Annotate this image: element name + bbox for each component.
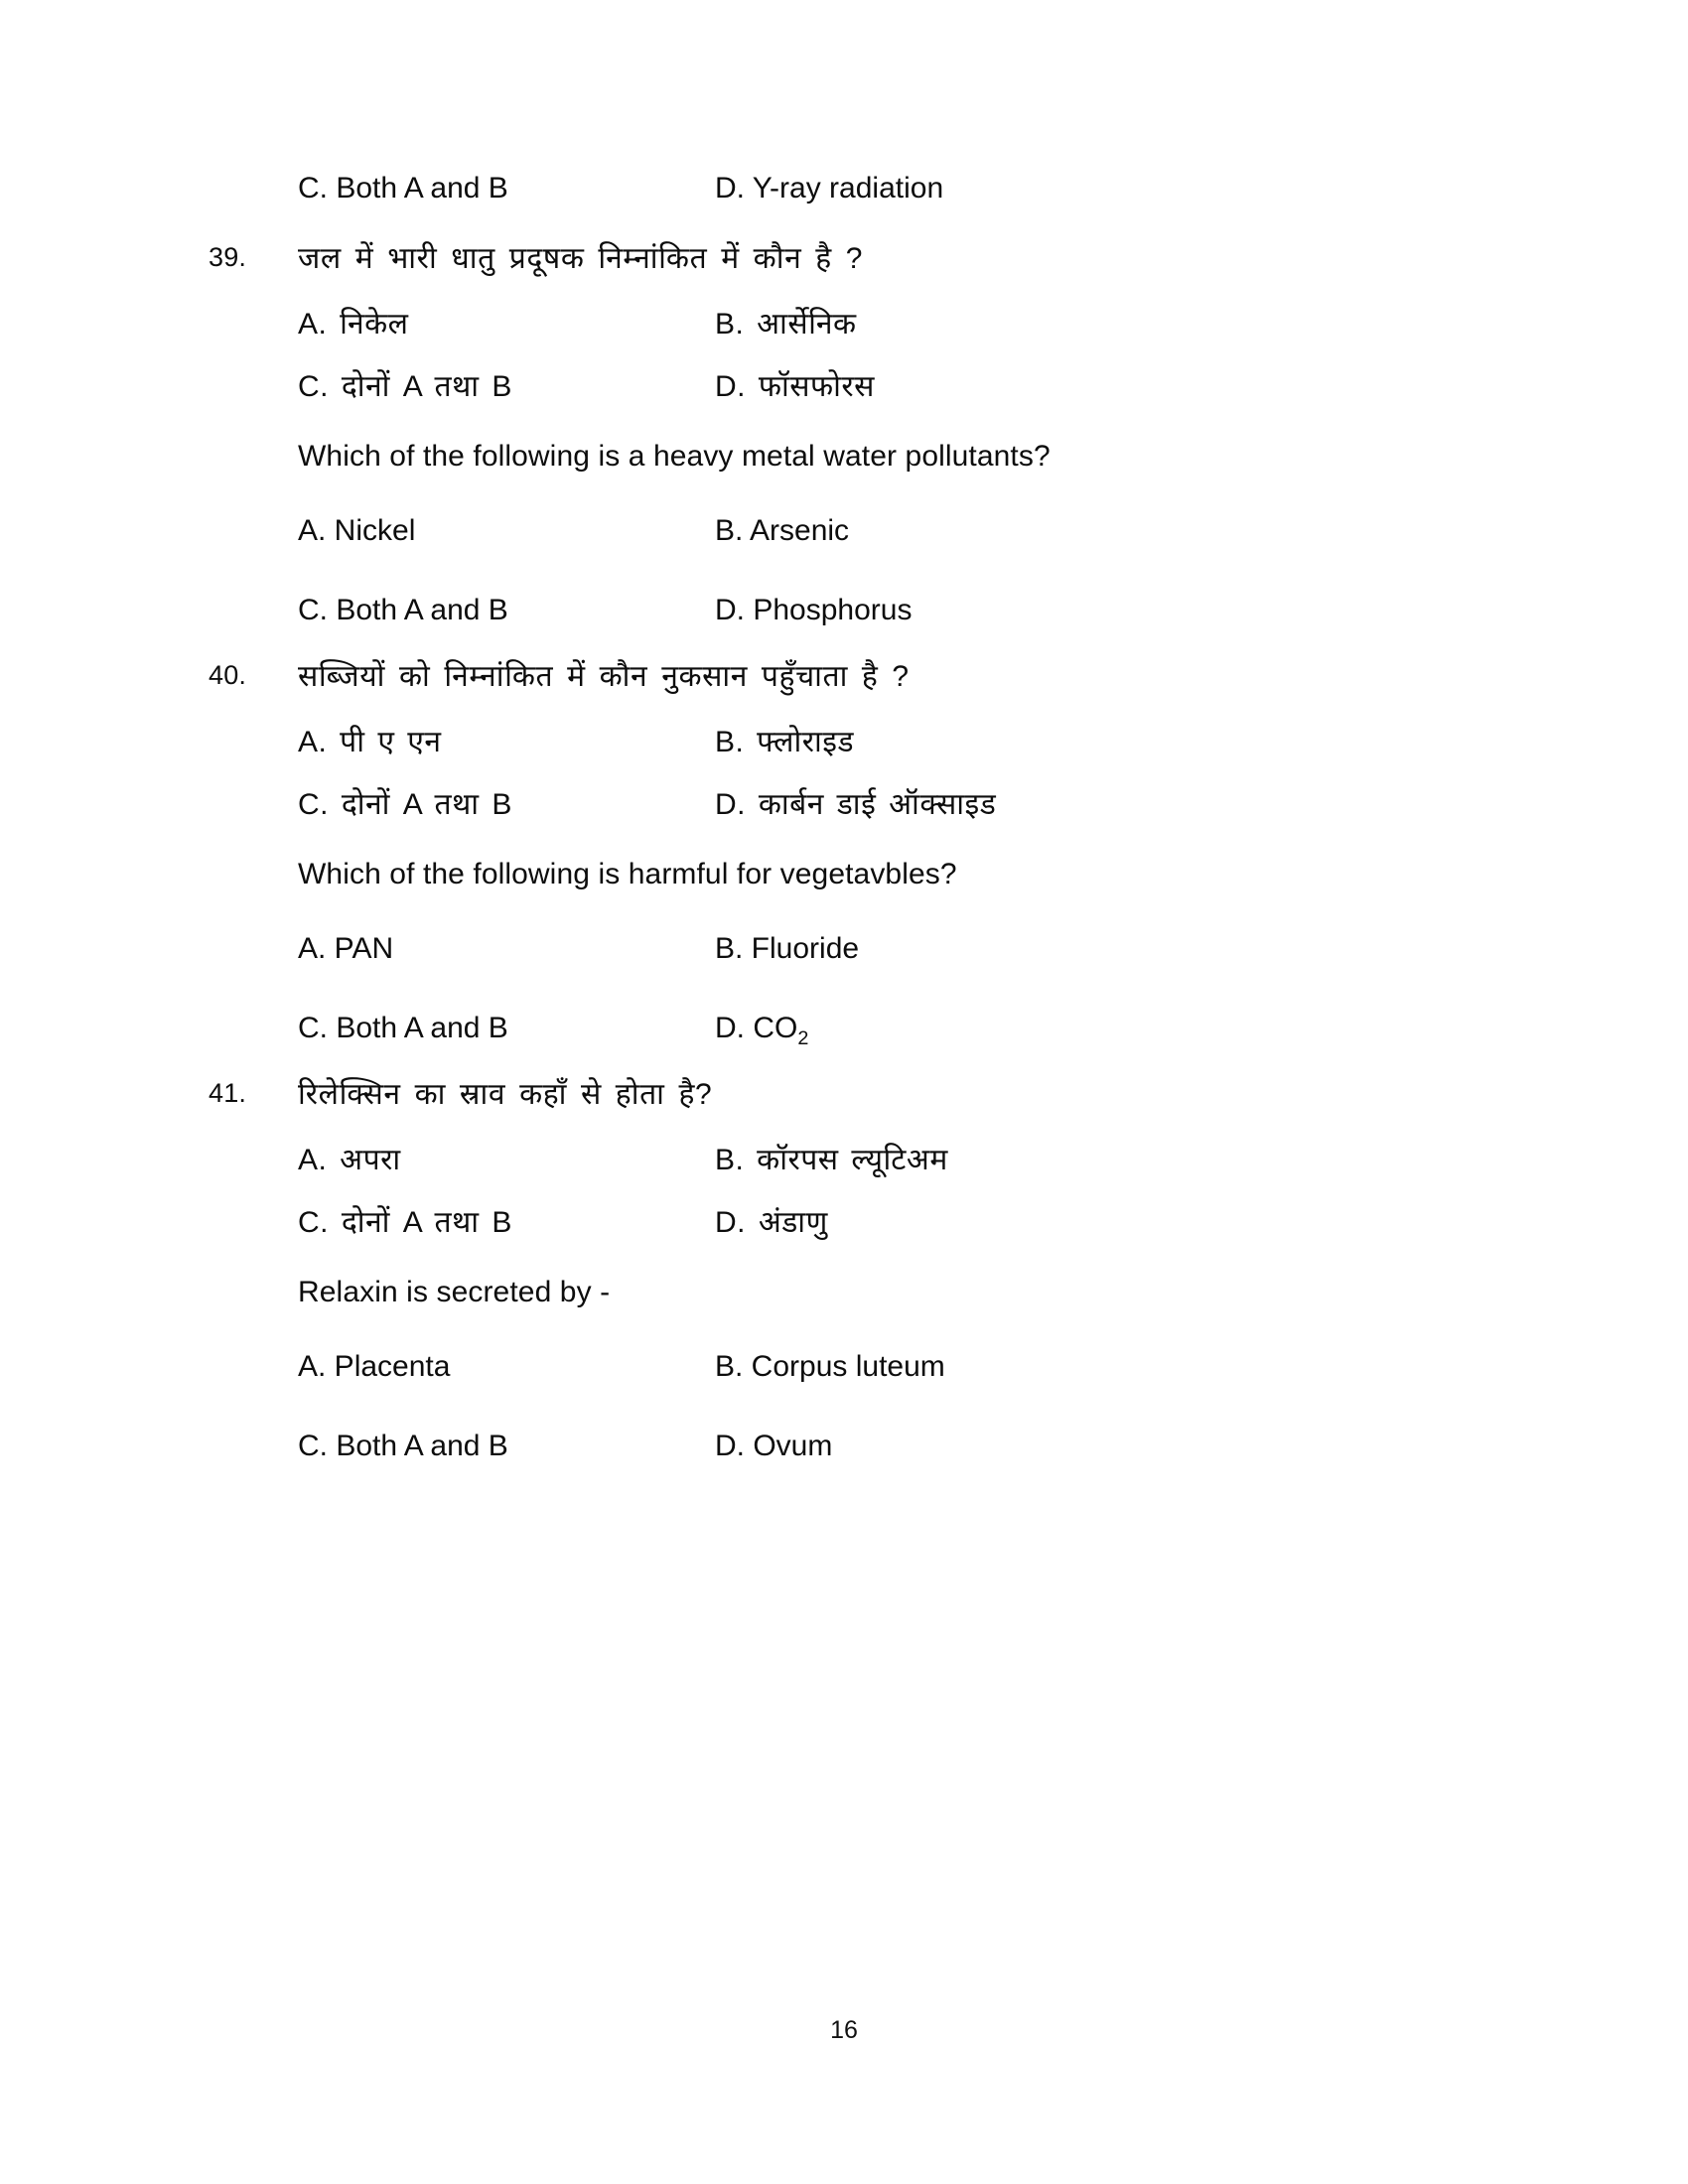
question-40	[209, 657, 1390, 1049]
question-41-english-options-cd	[298, 1427, 1390, 1467]
question-41-english-option-b: B. Corpus luteum	[715, 1349, 945, 1383]
question-39-english-option-a: A. Nickel	[298, 513, 416, 547]
question-39-hindi-options-ab	[298, 305, 1390, 345]
question-41-english-option-d: D. Ovum	[715, 1430, 833, 1462]
question-39-english-option-d: D. Phosphorus	[715, 594, 913, 626]
question-39-hindi-line	[209, 239, 1390, 280]
question-41-english-text: Relaxin is secreted by -	[298, 1276, 611, 1308]
question-39-hindi-option-a: A. निकेल	[298, 308, 409, 341]
question-40-hindi-option-a: A. पी ए एन	[298, 726, 442, 758]
question-39	[209, 239, 1390, 631]
question-40-english-option-d-prefix: D. CO	[715, 1012, 798, 1044]
question-40-hindi-options-cd	[298, 785, 1390, 826]
carryover-option-row	[298, 169, 1390, 209]
question-40-english-option-b: B. Fluoride	[715, 931, 860, 965]
question-39-hindi-option-c: C. दोनों A तथा B	[298, 369, 512, 403]
question-40-english-text: Which of the following is harmful for vegetavbles?	[298, 858, 957, 890]
question-40-hindi-line	[209, 657, 1390, 698]
question-40-hindi-options-ab	[298, 723, 1390, 763]
option-c-carryover: C. Both A and B	[298, 172, 508, 205]
question-39-english-options-ab	[298, 511, 1390, 552]
question-40-english-option-c: C. Both A and B	[298, 1012, 508, 1044]
question-40-english-options-ab	[298, 929, 1390, 970]
question-39-english-option-c: C. Both A and B	[298, 594, 508, 626]
question-41-hindi-option-c: C. दोनों A तथा B	[298, 1205, 512, 1239]
question-41-english-option-c: C. Both A and B	[298, 1430, 508, 1462]
question-41-hindi-options-ab	[298, 1141, 1390, 1181]
question-40-hindi-option-c: C. दोनों A तथा B	[298, 787, 512, 821]
option-d-carryover: D. Y-ray radiation	[715, 172, 944, 205]
question-40-english-options-cd	[298, 1009, 1390, 1049]
question-41-hindi-option-a: A. अपरा	[298, 1144, 401, 1176]
question-39-hindi-options-cd	[298, 367, 1390, 408]
question-39-english-text: Which of the following is a heavy metal water pollutants?	[298, 440, 1051, 473]
question-39-number: 39.	[209, 241, 247, 272]
question-41-english-option-a: A. Placenta	[298, 1349, 451, 1383]
question-39-english-line	[298, 437, 1390, 478]
question-41-hindi-text: रिलेक्सिन का स्राव कहाँ से होता है?	[298, 1077, 713, 1111]
question-39-hindi-text: जल में भारी धातु प्रदूषक निम्नांकित में कौन है ?	[298, 241, 864, 275]
question-40-hindi-text: सब्जियों को निम्नांकित में कौन नुकसान पहुँचाता है ?	[298, 659, 910, 693]
question-41-number: 41.	[209, 1077, 247, 1108]
question-40-hindi-option-b: B. फ्लोराइड	[715, 726, 855, 758]
question-41-hindi-option-b: B. कॉरपस ल्यूटिअम	[715, 1144, 948, 1176]
question-39-hindi-option-d: D. फॉसफोरस	[715, 369, 875, 403]
page-number: 16	[830, 2016, 858, 2044]
question-41-english-options-ab	[298, 1347, 1390, 1388]
question-39-hindi-option-b: B. आर्सेनिक	[715, 308, 857, 341]
question-40-english-line	[298, 855, 1390, 895]
question-40-english-option-d	[715, 1009, 1390, 1049]
question-41	[209, 1075, 1390, 1467]
question-41-english-line	[298, 1273, 1390, 1313]
question-41-hindi-options-cd	[298, 1203, 1390, 1244]
question-41-hindi-option-d: D. अंडाणु	[715, 1205, 828, 1239]
question-40-number: 40.	[209, 659, 247, 690]
question-39-english-options-cd	[298, 591, 1390, 631]
question-41-hindi-line	[209, 1075, 1390, 1116]
question-39-english-option-b: B. Arsenic	[715, 513, 850, 547]
question-40-hindi-option-d: D. कार्बन डाई ऑक्साइड	[715, 787, 997, 821]
question-40-english-option-a: A. PAN	[298, 931, 394, 965]
question-40-english-option-d-subscript: 2	[797, 1027, 809, 1049]
